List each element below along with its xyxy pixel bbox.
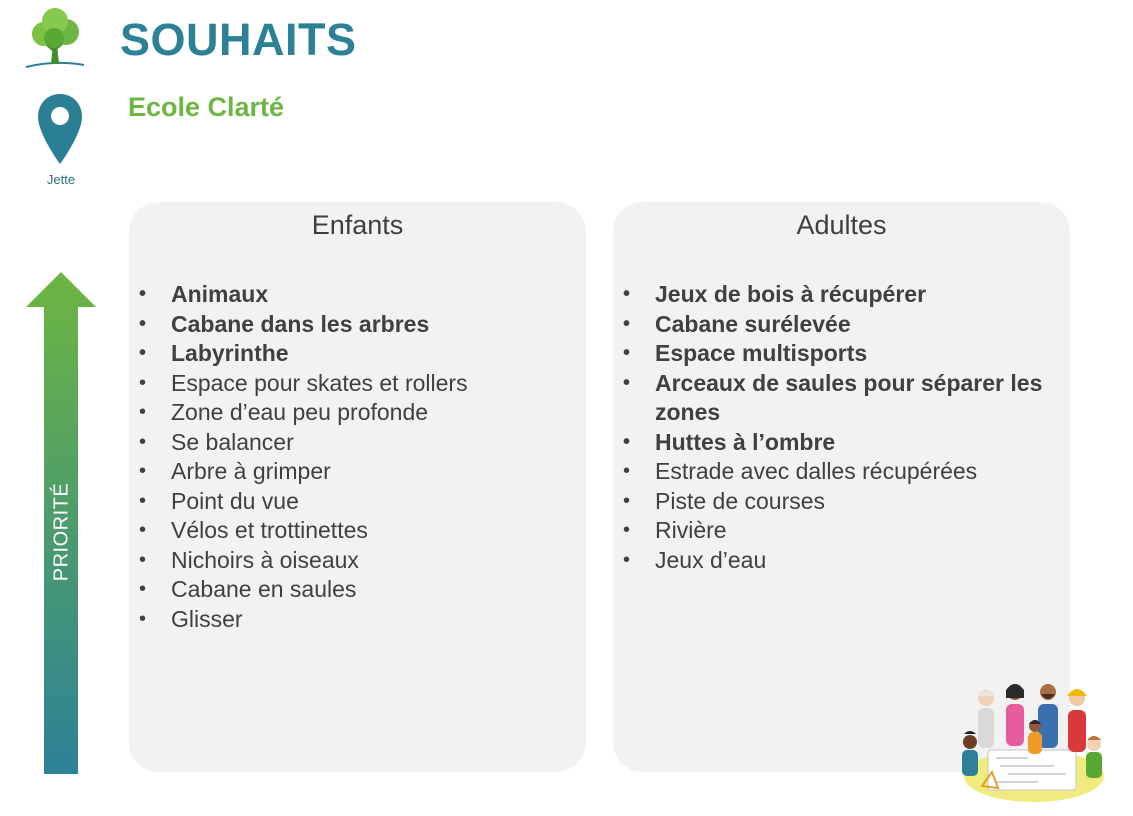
list-item: • Jeux de bois à récupérer	[613, 280, 1052, 310]
list-item: • Se balancer	[129, 428, 568, 458]
people-planning-illustration	[958, 676, 1110, 806]
children-wishes-list	[129, 280, 568, 634]
list-item: • Espace multisports	[613, 339, 1052, 369]
list-item: • Rivière	[613, 516, 1052, 546]
school-name: Ecole Clarté	[128, 92, 285, 122]
list-item: • Cabane dans les arbres	[129, 310, 568, 340]
children-wishes-panel	[129, 202, 586, 772]
list-item: • Piste de courses	[613, 487, 1052, 517]
list-item: • Cabane surélevée	[613, 310, 1052, 340]
map-pin-icon	[36, 92, 84, 166]
adults-column-title: Adultes	[796, 210, 887, 240]
list-item: • Animaux	[129, 280, 568, 310]
list-item: • Vélos et trottinettes	[129, 516, 568, 546]
tree-icon	[24, 6, 86, 70]
list-item: • Espace pour skates et rollers	[129, 369, 568, 399]
list-item: • Estrade avec dalles récupérées	[613, 457, 1052, 487]
location-label: Jette	[46, 172, 76, 187]
list-item: • Glisser	[129, 605, 568, 635]
children-column-title: Enfants	[311, 210, 404, 240]
list-item: • Nichoirs à oiseaux	[129, 546, 568, 576]
list-item: • Arbre à grimper	[129, 457, 568, 487]
list-item: • Point du vue	[129, 487, 568, 517]
list-item: • Arceaux de saules pour séparer les zones	[613, 369, 1052, 428]
list-item: • Cabane en saules	[129, 575, 568, 605]
list-item: • Huttes à l’ombre	[613, 428, 1052, 458]
adults-wishes-list	[613, 280, 1052, 575]
page-title: SOUHAITS	[120, 14, 357, 65]
list-item: • Zone d’eau peu profonde	[129, 398, 568, 428]
list-item: • Labyrinthe	[129, 339, 568, 369]
list-item: • Jeux d’eau	[613, 546, 1052, 576]
priority-label: PRIORITÉ	[50, 482, 73, 582]
